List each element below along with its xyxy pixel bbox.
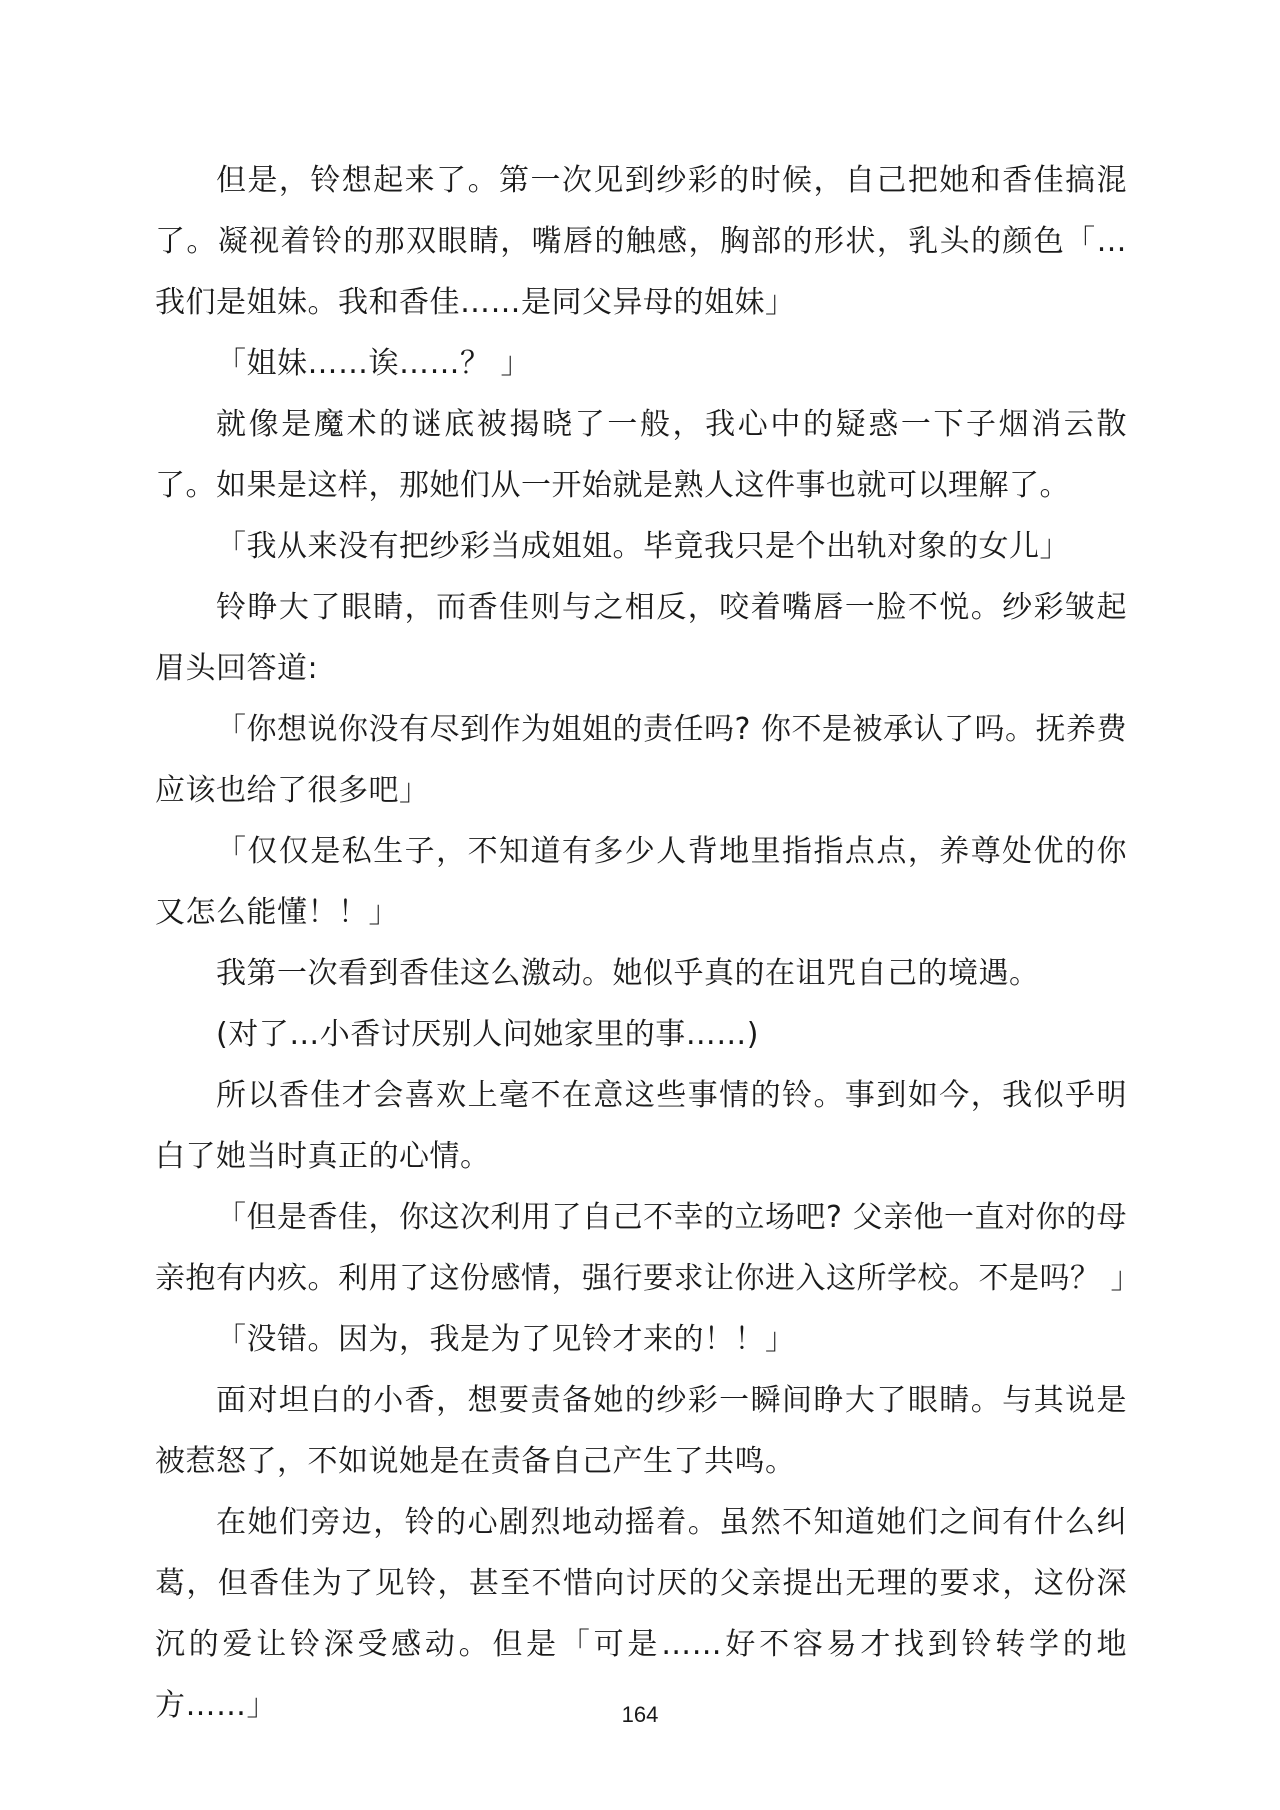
page-number: 164 bbox=[621, 1702, 659, 1727]
paragraph-3: 就像是魔术的谜底被揭晓了一般，我心中的疑惑一下子烟消云散了。如果是这样，那她们从一开始就是熟人这件事也就可以理解了。 bbox=[155, 407, 1127, 503]
paragraph-9: (对了…小香讨厌别人问她家里的事……) bbox=[216, 1017, 759, 1052]
paragraph-13: 面对坦白的小香，想要责备她的纱彩一瞬间睁大了眼睛。与其说是被惹怒了，不如说她是在责备自己产生了共鸣。 bbox=[155, 1383, 1127, 1479]
paragraph-12: 「没错。因为，我是为了见铃才来的！！」 bbox=[216, 1322, 796, 1357]
paragraph-10: 所以香佳才会喜欢上毫不在意这些事情的铃。事到如今，我似乎明白了她当时真正的心情。 bbox=[155, 1078, 1127, 1174]
paragraph-11: 「但是香佳，你这次利用了自己不幸的立场吧? 父亲他一直对你的母亲抱有内疚。利用了这份感情，强行要求让你进入这所学校。不是吗？ 」 bbox=[155, 1200, 1142, 1296]
paragraph-7: 「仅仅是私生子，不知道有多少人背地里指指点点，养尊处优的你又怎么能懂！！」 bbox=[155, 834, 1127, 930]
paragraph-8: 我第一次看到香佳这么激动。她似乎真的在诅咒自己的境遇。 bbox=[216, 956, 1040, 991]
paragraph-1: 但是，铃想起来了。第一次见到纱彩的时候，自己把她和香佳搞混了。凝视着铃的那双眼睛，嘴唇的触感，胸部的形状，乳头的颜色「…我们是姐妹。我和香佳……是同父异母的姐妹」 bbox=[155, 163, 1127, 320]
paragraph-14: 在她们旁边，铃的心剧烈地动摇着。虽然不知道她们之间有什么纠葛，但香佳为了见铃，甚至不惜向讨厌的父亲提出无理的要求，这份深沉的爱让铃深受感动。但是「可是……好不容易才找到铃转学的地方……」 bbox=[155, 1505, 1127, 1723]
body-text bbox=[155, 150, 1142, 1736]
paragraph-2: 「姐妹……诶……？ 」 bbox=[216, 346, 532, 381]
paragraph-6: 「你想说你没有尽到作为姐姐的责任吗? 你不是被承认了吗。抚养费应该也给了很多吧」 bbox=[155, 712, 1127, 808]
paragraph-5: 铃睁大了眼睛，而香佳则与之相反，咬着嘴唇一脸不悦。纱彩皱起眉头回答道: bbox=[155, 590, 1127, 686]
paragraph-4: 「我从来没有把纱彩当成姐姐。毕竟我只是个出轨对象的女儿」 bbox=[216, 529, 1070, 564]
